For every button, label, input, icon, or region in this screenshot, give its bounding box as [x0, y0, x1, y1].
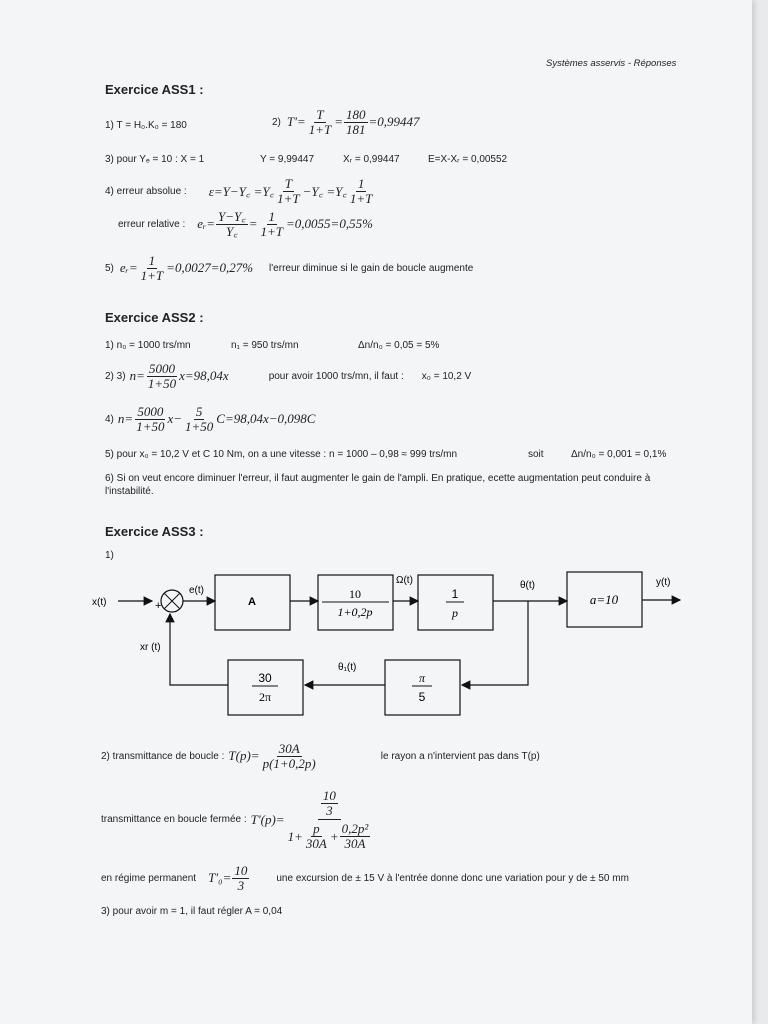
ass3-bf-den-fraction-1: $\frac{p}{30A}$	[305, 821, 327, 851]
block-feedback-1-den: 2π	[258, 690, 272, 704]
block-diagram	[0, 560, 752, 720]
ass1-q2-fraction-1: $\frac{T}{1+T}$	[308, 107, 332, 137]
ass1-q5-lhs: eᵣ=	[119, 260, 138, 276]
ass1-q4-mid: −Y꜀ =Y꜀	[302, 184, 347, 200]
sum-plus-sign: +	[155, 600, 162, 612]
ass2-q23-result: x=98,04x	[179, 368, 229, 384]
ass1-q2-lhs: T'=	[286, 114, 306, 130]
ass3-bf-den-one: 1+	[287, 828, 303, 844]
theta-label: θ(t)	[520, 580, 535, 591]
ass1-q5-equation	[105, 254, 473, 282]
ass1-q2-equation	[272, 108, 420, 136]
ass2-q4-mid: x−	[167, 411, 183, 427]
page-header: Systèmes asservis - Réponses	[546, 58, 677, 69]
ass1-q5-label: 5)	[105, 262, 114, 274]
feedback-branch	[462, 601, 528, 685]
ass1-q4-label: 4) erreur absolue :	[105, 185, 187, 197]
ass2-q23-label: 2) 3)	[105, 370, 126, 382]
ass3-bf-den-plus: +	[329, 828, 339, 844]
block-feedback-2	[385, 660, 460, 715]
output-label: y(t)	[656, 577, 671, 588]
ass1-q2-label: 2)	[272, 116, 281, 128]
summing-junction	[161, 590, 183, 612]
ass2-q4-result: C=98,04x−0,098C	[216, 411, 316, 427]
sum-minus-sign: −	[167, 613, 174, 625]
ass1-q3-a: 3) pour Yₑ = 10 : X = 1	[105, 154, 205, 165]
ass2-q1-b: n₁ = 950 trs/mn	[231, 340, 299, 351]
ass1-q4b-result: =0,0055=0,55%	[286, 216, 373, 232]
ass2-title: Exercice ASS2 :	[105, 310, 204, 325]
ass1-q1: 1) T = H₀.K₀ = 180	[105, 120, 187, 131]
ass2-q4-fraction-2: $\frac{5}{1+50}$	[185, 404, 214, 434]
block-feedback-2-num: π	[418, 671, 426, 685]
ass1-q4-fraction-1: $\frac{T}{1+T}$	[277, 176, 300, 206]
ass3-rp-label: en régime permanent	[101, 872, 197, 884]
diagram-input-label: x(t)	[92, 597, 107, 608]
ass2-q6-line2: l'instabilité.	[105, 486, 154, 497]
ass1-q4b-fraction-2: $\frac{1}{1+T}$	[260, 209, 284, 239]
ass2-q23-fraction: $\frac{5000}{1+50}$	[147, 361, 177, 391]
theta1-label: θ₁(t)	[338, 662, 357, 673]
ass2-q5-result: Δn/n₀ = 0,001 = 0,1%	[571, 449, 667, 460]
ass1-q4b-equation	[118, 210, 373, 238]
block-gain-label: a=10	[589, 592, 619, 607]
ass3-q2-lhs: T(p)=	[228, 748, 260, 764]
ass3-bf-label: transmittance en boucle fermée :	[101, 814, 247, 826]
ass2-q23-text: pour avoir 1000 trs/mn, il faut :	[268, 370, 404, 382]
ass1-q5-text: l'erreur diminue si le gain de boucle augmente	[269, 262, 474, 274]
ass1-q3-b: Y = 9,99447	[260, 154, 315, 165]
ass3-bf-num-fraction: $\frac{10}{3}$	[322, 788, 336, 818]
block-feedback-2-den: 5	[418, 690, 426, 704]
block-integrator-num: 1	[451, 587, 459, 601]
block-motor-den: 1+0,2p	[337, 605, 373, 619]
block-motor-num: 10	[349, 587, 361, 601]
ass3-q2-equation	[101, 742, 540, 770]
ass3-q2-text: le rayon a n'intervient pas dans T(p)	[380, 750, 540, 762]
ass1-q4-fraction-2: $\frac{1}{1+T}$	[349, 176, 373, 206]
ass3-q1-label: 1)	[105, 550, 114, 561]
block-feedback-1-num: 30	[258, 671, 272, 685]
ass2-q5-text: 5) pour x₀ = 10,2 V et C 10 Nm, on a une vitesse : n = 1000 – 0,98 ≈ 999 trs/mn	[105, 449, 458, 460]
ass1-q3-c: Xᵣ = 0,99447	[343, 154, 400, 165]
ass1-q3-d: E=X-Xᵣ = 0,00552	[428, 154, 508, 165]
ass1-q4-lhs: ε=Y−Y꜀ =Y꜀	[208, 184, 275, 200]
block-feedback-1	[228, 660, 303, 715]
ass3-rp-lhs: T'₀=	[208, 870, 232, 886]
ass2-q1-c: Δn/n₀ = 0,05 = 5%	[358, 340, 440, 351]
ass3-bf-den-fraction-2: $\frac{\text{0,2p²}}{30A}$	[341, 821, 369, 851]
ass3-title: Exercice ASS3 :	[105, 524, 204, 539]
block-a-label: A	[248, 596, 256, 608]
ass1-q2-result: =0,99447	[368, 114, 420, 130]
ass3-q2-label: 2) transmittance de boucle :	[101, 750, 225, 762]
ass1-title: Exercice ASS1 :	[105, 82, 204, 97]
ass2-q4-fraction-1: $\frac{5000}{1+50}$	[136, 404, 165, 434]
ass3-bf-main-fraction	[286, 789, 374, 851]
ass1-q4b-lhs: eᵣ=	[197, 216, 215, 232]
ass1-q4b-label: erreur relative :	[118, 218, 186, 230]
xr-label: xr (t)	[140, 642, 161, 653]
ass3-rp-equation	[101, 864, 629, 892]
block-integrator-den: p	[452, 606, 458, 620]
ass1-q5-result: =0,0027=0,27%	[166, 260, 254, 276]
ass1-q2-eq: =	[334, 114, 343, 130]
ass3-rp-text: une excursion de ± 15 V à l'entrée donne donc une variation pour y de ± 50 mm	[276, 872, 629, 884]
ass3-bf-lhs: T'(p)=	[250, 811, 285, 827]
ass2-q23-lhs: n=	[129, 368, 145, 384]
ass2-q5-soit: soit	[528, 449, 544, 460]
ass3-q3: 3) pour avoir m = 1, il faut régler A = 0,04	[101, 906, 283, 917]
ass1-q4-equation	[105, 177, 375, 205]
ass2-q23-value: x₀ = 10,2 V	[421, 370, 472, 382]
ass2-q4-equation	[105, 405, 315, 433]
error-signal-label: e(t)	[189, 585, 204, 596]
ass2-q1-a: 1) n₀ = 1000 trs/mn	[105, 340, 191, 351]
ass1-q5-fraction: $\frac{1}{1+T}$	[140, 253, 164, 283]
feedback-return	[170, 614, 228, 685]
ass2-q23-equation	[105, 362, 471, 390]
ass3-bf-equation	[101, 789, 374, 851]
ass3-q2-fraction: $\frac{30A}{p(1+0,2p)}$	[262, 741, 316, 771]
omega-label: Ω(t)	[396, 575, 413, 586]
ass2-q4-label: 4)	[105, 413, 114, 425]
ass1-q4b-eq: =	[248, 216, 258, 232]
ass1-q4b-fraction-1: $\frac{Y-Y꜀}{Y꜀}$	[218, 209, 246, 239]
ass1-q2-fraction-2: $\frac{180}{181}$	[346, 107, 366, 137]
ass2-q6-line1: 6) Si on veut encore diminuer l'erreur, il faut augmenter le gain de l'ampli. En pratique, ecette augmentation peut conduire à	[105, 473, 651, 484]
ass2-q4-lhs: n=	[117, 411, 134, 427]
ass3-rp-fraction: $\frac{10}{3}$	[234, 863, 248, 893]
